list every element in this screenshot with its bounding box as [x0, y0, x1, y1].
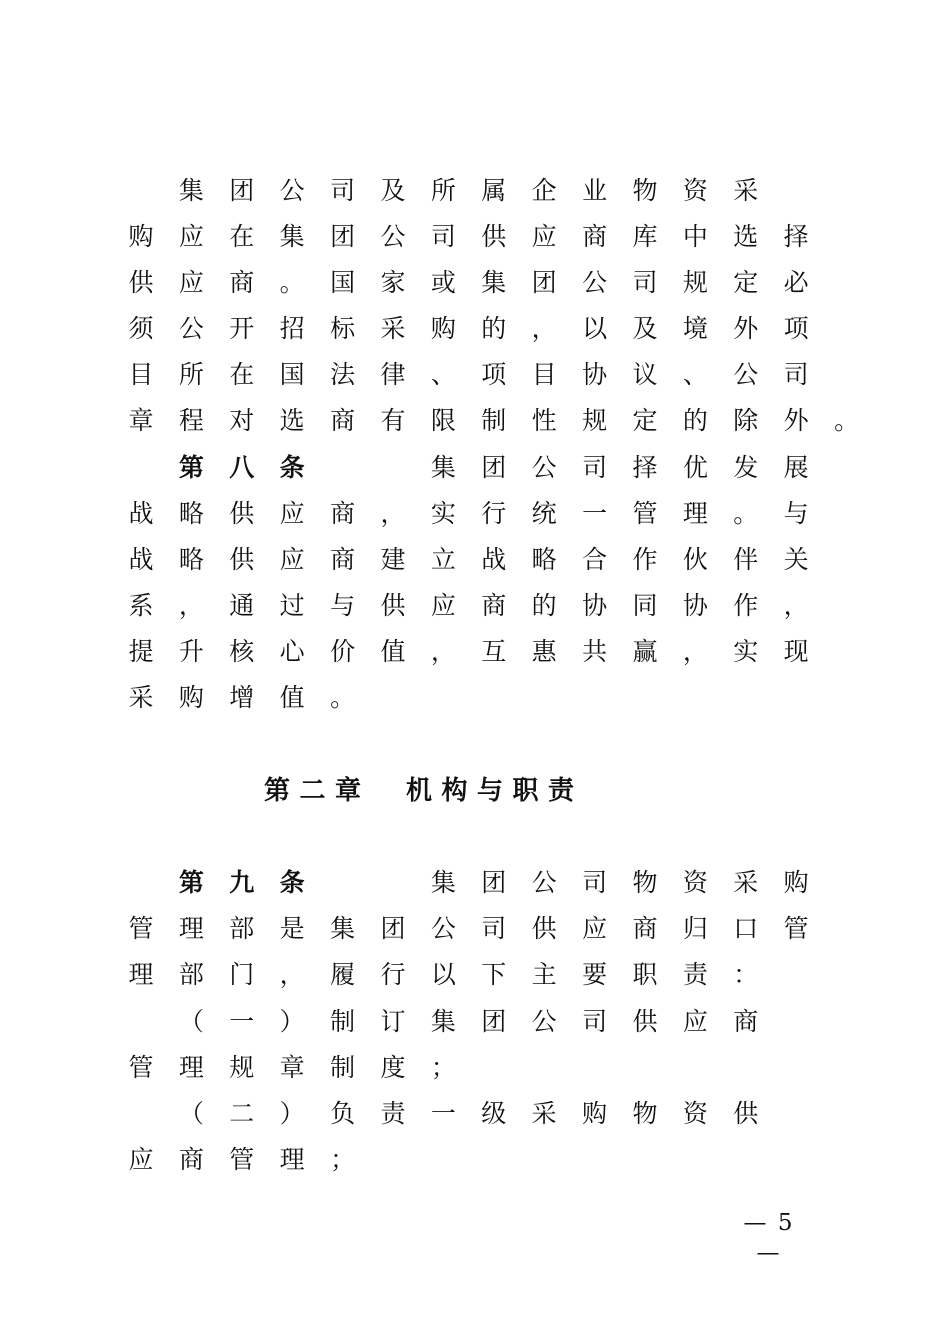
chapter-heading: 第 二 章 机 构 与 职 责: [264, 776, 575, 806]
body-line: 应 商 管 理 ；: [128, 1145, 356, 1174]
article-line: 第 九 条 集 团 公 司 物 资 采 购: [178, 868, 809, 897]
body-line: 采 购 增 值 。: [128, 683, 356, 712]
body-line: 系 ， 通 过 与 供 应 商 的 协 同 协 作 ，: [128, 591, 809, 620]
page-number: — 5 —: [743, 1210, 795, 1266]
body-line: 战 略 供 应 商 ， 实 行 统 一 管 理 。 与: [128, 499, 809, 528]
body-line: （ 二 ） 负 责 一 级 采 购 物 资 供: [178, 1099, 759, 1128]
body-line: 提 升 核 心 价 值 ， 互 惠 共 赢 ， 实 现: [128, 637, 809, 666]
body-line: 管 理 规 章 制 度 ；: [128, 1053, 456, 1082]
body-line: 购 应 在 集 团 公 司 供 应 商 库 中 选 择: [128, 222, 809, 251]
body-line: 集 团 公 司 及 所 属 企 业 物 资 采: [178, 176, 759, 205]
body-line: 理 部 门 ， 履 行 以 下 主 要 职 责 ：: [128, 960, 759, 989]
article-line: 第 八 条 集 团 公 司 择 优 发 展: [178, 453, 809, 482]
body-line: （ 一 ） 制 订 集 团 公 司 供 应 商: [178, 1007, 759, 1036]
body-line: 章 程 对 选 商 有 限 制 性 规 定 的 除 外 。: [128, 406, 860, 435]
body-line: 战 略 供 应 商 建 立 战 略 合 作 伙 伴 关: [128, 545, 809, 574]
body-line: 管 理 部 是 集 团 公 司 供 应 商 归 口 管: [128, 914, 809, 943]
body-line: 供 应 商 。 国 家 或 集 团 公 司 规 定 必: [128, 268, 809, 297]
body-line: 目 所 在 国 法 律 、 项 目 协 议 、 公 司: [128, 360, 809, 389]
body-line: 须 公 开 招 标 采 购 的 ， 以 及 境 外 项: [128, 314, 809, 343]
